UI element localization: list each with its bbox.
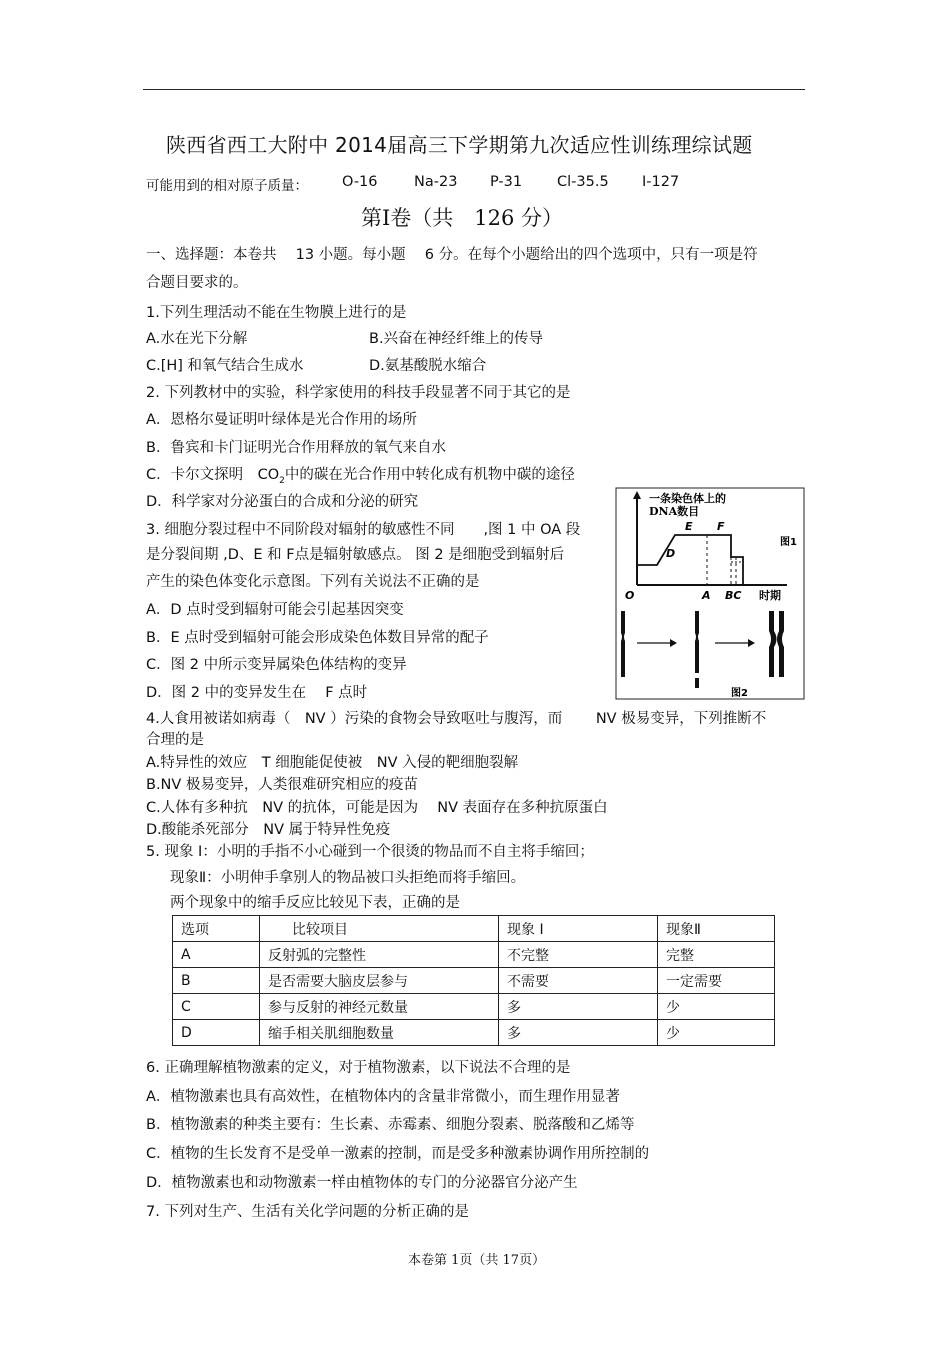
q3-option-a: A．D 点时受到辐射可能会引起基因突变 bbox=[146, 602, 404, 618]
atomic-mass-na: Na-23 bbox=[414, 174, 458, 190]
table-row bbox=[173, 942, 775, 968]
cell-division-figure bbox=[615, 487, 805, 700]
table-cell: 缩手相关肌细胞数量 bbox=[260, 1020, 499, 1046]
atomic-mass-o: O-16 bbox=[342, 174, 378, 190]
table-row bbox=[173, 1020, 775, 1046]
table-header-cell: 比较项目 bbox=[260, 916, 499, 942]
table-cell: 不需要 bbox=[499, 968, 658, 994]
figure-label-e: E bbox=[685, 520, 693, 533]
q2-option-a: A．恩格尔曼证明叶绿体是光合作用的场所 bbox=[146, 412, 417, 428]
figure-x-label: 时期 bbox=[759, 589, 781, 602]
table-header-cell: 选项 bbox=[173, 916, 260, 942]
table-cell: 完整 bbox=[658, 942, 775, 968]
table-cell: 一定需要 bbox=[658, 968, 775, 994]
chromosome-2 bbox=[695, 611, 699, 673]
q4-option-a: A.特异性的效应 T 细胞能促使被 NV 入侵的靶细胞裂解 bbox=[146, 755, 519, 771]
q7-stem: 7. 下列对生产、生活有关化学问题的分析正确的是 bbox=[146, 1204, 469, 1220]
q4-stem-1: 4.人食用被诺如病毒（ NV ）污染的食物会导致呕吐与腹泻，而 NV 极易变异，下列推断不 bbox=[146, 711, 767, 727]
q1-option-a: A.水在光下分解 bbox=[146, 331, 248, 347]
q3-stem-2: 是分裂间期 ,D、E 和 F点是辐射敏感点。 图 2 是细胞受到辐射后 bbox=[146, 547, 565, 563]
table-cell: 少 bbox=[658, 994, 775, 1020]
q6-option-d: D．植物激素也和动物激素一样由植物体的专门的分泌器官分泌产生 bbox=[146, 1175, 578, 1191]
figure-y-label-2: DNA数目 bbox=[649, 505, 700, 518]
chromosome-3-right bbox=[777, 611, 784, 677]
q4-option-d: D.酸能杀死部分 NV 属于特异性免疫 bbox=[146, 822, 391, 838]
table-cell: C bbox=[173, 994, 260, 1020]
figure-2-label: 图2 bbox=[731, 688, 748, 699]
table-cell: D bbox=[173, 1020, 260, 1046]
table-cell: B bbox=[173, 968, 260, 994]
q6-stem: 6. 正确理解植物激素的定义，对于植物激素，以下说法不合理的是 bbox=[146, 1060, 571, 1076]
figure-arrowhead-2 bbox=[748, 639, 755, 647]
table-header-cell: 现象 Ⅰ bbox=[499, 916, 658, 942]
q3-stem-1: 3. 细胞分裂过程中不同阶段对辐射的敏感性不同 ,图 1 中 OA 段 bbox=[146, 522, 581, 538]
table-cell: 多 bbox=[499, 1020, 658, 1046]
figure-y-label-1: 一条染色体上的 bbox=[649, 492, 726, 505]
instructions-line-1: 一、选择题：本卷共 13 小题。每小题 6 分。在每个小题给出的四个选项中，只有一项是符 bbox=[146, 247, 758, 263]
table-cell: 反射弧的完整性 bbox=[260, 942, 499, 968]
q6-option-c: C．植物的生长发育不是受单一激素的控制，而是受多种激素协调作用所控制的 bbox=[146, 1146, 650, 1162]
figure-label-bc: BC bbox=[725, 589, 742, 602]
q6-option-b: B．植物激素的种类主要有：生长素、赤霉素、细胞分裂素、脱落酸和乙烯等 bbox=[146, 1117, 635, 1133]
table-cell: 多 bbox=[499, 994, 658, 1020]
table-cell: A bbox=[173, 942, 260, 968]
chromosome-2-fragment bbox=[695, 678, 699, 688]
q3-stem-3: 产生的染色体变化示意图。下列有关说法不正确的是 bbox=[146, 574, 480, 590]
chromosome-3-left bbox=[769, 611, 777, 677]
figure-dna-curve bbox=[637, 535, 743, 585]
q1-stem: 1.下列生理活动不能在生物膜上进行的是 bbox=[146, 305, 407, 321]
q1-option-c: C.[H] 和氧气结合生成水 bbox=[146, 358, 304, 374]
figure-label-f: F bbox=[717, 520, 725, 533]
figure-y-arrow bbox=[633, 491, 641, 499]
q4-option-c: C.人体有多种抗 NV 的抗体，可能是因为 NV 表面存在多种抗原蛋白 bbox=[146, 800, 608, 816]
comparison-table bbox=[172, 915, 775, 1046]
q3-option-c: C．图 2 中所示变异属染色体结构的变异 bbox=[146, 657, 407, 673]
page-footer: 本卷第 1页（共 17页） bbox=[408, 1253, 546, 1268]
q1-option-d: D.氨基酸脱水缩合 bbox=[369, 358, 487, 374]
q2-option-c: C．卡尔文探明 $CO_2$中的碳在光合作用中转化成有机物中碳的途径 bbox=[146, 467, 575, 486]
atomic-mass-i: I-127 bbox=[642, 174, 680, 190]
q6-option-a: A．植物激素也具有高效性，在植物体内的含量非常微小，而生理作用显著 bbox=[146, 1089, 620, 1105]
atomic-mass-p: P-31 bbox=[490, 174, 523, 190]
q5-stem-2: 现象Ⅱ：小明伸手拿别人的物品被口头拒绝而将手缩回。 bbox=[170, 870, 526, 886]
q2-stem: 2. 下列教材中的实验，科学家使用的科技手段显著不同于其它的是 bbox=[146, 385, 571, 401]
table-cell: 少 bbox=[658, 1020, 775, 1046]
q4-stem-2: 合理的是 bbox=[146, 732, 204, 748]
figure-label-d: D bbox=[666, 547, 676, 560]
table-header-row bbox=[173, 916, 775, 942]
table-header-cell: 现象Ⅱ bbox=[658, 916, 775, 942]
header-rule bbox=[143, 89, 805, 90]
q5-stem-1: 5. 现象 Ⅰ：小明的手指不小心碰到一个很烫的物品而不自主将手缩回； bbox=[146, 844, 594, 860]
table-cell: 参与反射的神经元数量 bbox=[260, 994, 499, 1020]
table-cell: 不完整 bbox=[499, 942, 658, 968]
atomic-mass-label: 可能用到的相对原子质量： bbox=[146, 178, 308, 194]
instructions-line-2: 合题目要求的。 bbox=[146, 275, 248, 291]
figure-arrowhead-1 bbox=[670, 639, 677, 647]
q3-option-b: B．E 点时受到辐射可能会形成染色体数目异常的配子 bbox=[146, 630, 489, 646]
table-row bbox=[173, 994, 775, 1020]
table-cell: 是否需要大脑皮层参与 bbox=[260, 968, 499, 994]
chromosome-1 bbox=[621, 611, 625, 677]
q2-option-d: D．科学家对分泌蛋白的合成和分泌的研究 bbox=[146, 494, 419, 510]
figure-label-o: O bbox=[625, 589, 635, 602]
atomic-mass-cl: Cl-35.5 bbox=[557, 174, 609, 190]
figure-1-label: 图1 bbox=[780, 537, 797, 548]
volume-title: 第Ⅰ卷（共 126 分） bbox=[361, 206, 564, 230]
exam-title: 陕西省西工大附中 2014届高三下学期第九次适应性训练理综试题 bbox=[166, 133, 753, 157]
q4-option-b: B.NV 极易变异，人类很难研究相应的疫苗 bbox=[146, 777, 418, 793]
q5-stem-3: 两个现象中的缩手反应比较见下表，正确的是 bbox=[170, 895, 460, 911]
q3-option-d: D．图 2 中的变异发生在 F 点时 bbox=[146, 685, 368, 701]
q1-option-b: B.兴奋在神经纤维上的传导 bbox=[369, 331, 544, 347]
figure-label-a: A bbox=[702, 589, 711, 602]
table-row bbox=[173, 968, 775, 994]
q2-option-b: B．鲁宾和卡门证明光合作用释放的氧气来自水 bbox=[146, 440, 446, 456]
